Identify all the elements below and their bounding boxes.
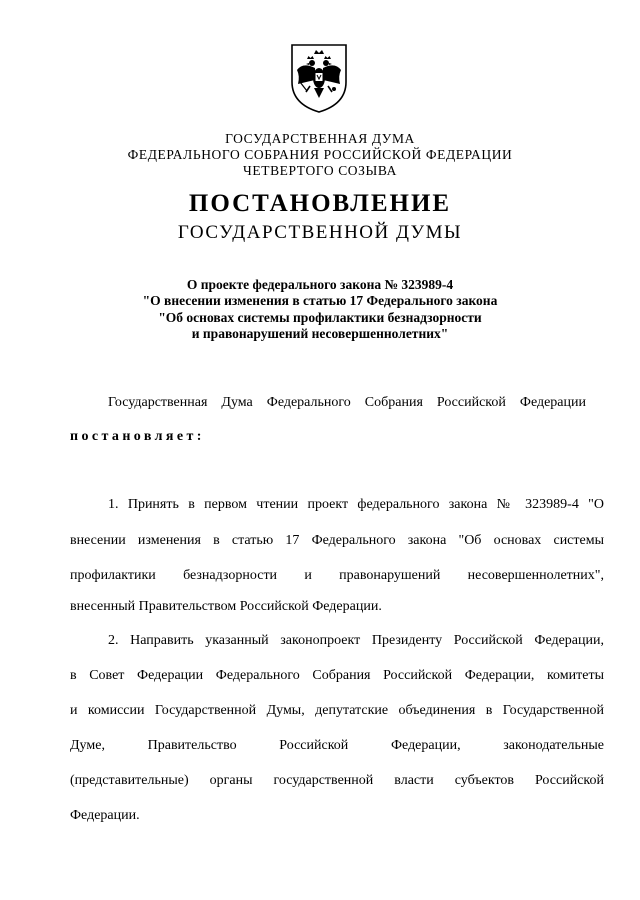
paragraph-2-line: Думе, Правительство Российской Федерации, законодательные — [70, 738, 604, 753]
paragraph-2-line: и комиссии Государственной Думы, депутатские объединения в Государственной — [70, 703, 604, 718]
paragraph-1-line: профилактики безнадзорности и правонарушений несовершеннолетних", — [70, 568, 604, 583]
paragraph-1-line: внесенный Правительством Российской Федерации. — [70, 599, 382, 614]
document-type-title: ПОСТАНОВЛЕНИЕ — [188, 190, 452, 217]
subject-line: и правонарушений несовершеннолетних" — [191, 326, 449, 341]
paragraph-1-line: 1. Принять в первом чтении проект федерального закона № 323989-4 "О — [108, 497, 604, 512]
preamble-text: Государственная Дума Федерального Собрания Российской Федерации — [108, 395, 586, 410]
convocation-line: ЧЕТВЕРТОГО СОЗЫВА — [243, 163, 397, 178]
paragraph-2-line: Федерации. — [70, 808, 140, 823]
paragraph-2-line: в Совет Федерации Федерального Собрания Российской Федерации, комитеты — [70, 668, 604, 683]
subject-line: "О внесении изменения в статью 17 Федерального закона — [142, 293, 498, 308]
paragraph-2-line: 2. Направить указанный законопроект Президенту Российской Федерации, — [108, 633, 604, 648]
coat-of-arms-icon — [288, 42, 350, 114]
document-issuer: ГОСУДАРСТВЕННОЙ ДУМЫ — [177, 222, 463, 243]
subject-line: "Об основах системы профилактики безнадзорности — [158, 310, 482, 325]
org-name-line: ГОСУДАРСТВЕННАЯ ДУМА — [225, 131, 415, 146]
subject-line: О проекте федерального закона № 323989-4 — [186, 277, 454, 292]
resolves-word: постановляет: — [70, 429, 205, 444]
paragraph-2-line: (представительные) органы государственной власти субъектов Российской — [70, 773, 604, 788]
org-name-line: ФЕДЕРАЛЬНОГО СОБРАНИЯ РОССИЙСКОЙ ФЕДЕРАЦИИ — [127, 147, 513, 162]
paragraph-1-line: внесении изменения в статью 17 Федерального закона "Об основах системы — [70, 533, 604, 548]
